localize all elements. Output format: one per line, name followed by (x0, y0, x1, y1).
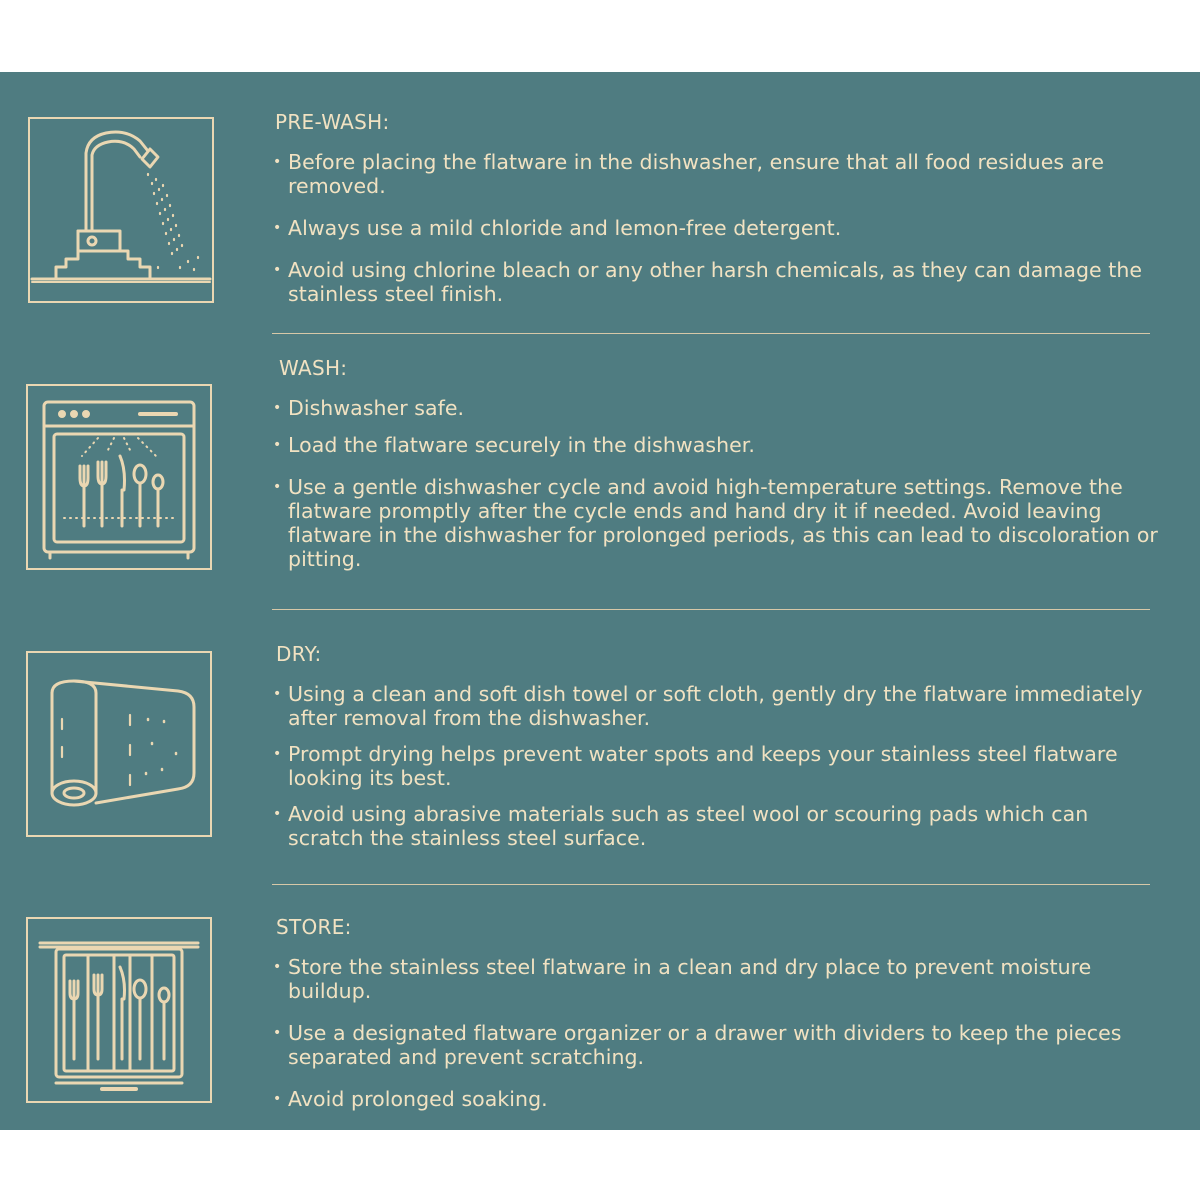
store-icon-frame (26, 917, 212, 1103)
wash-section (272, 356, 1162, 589)
dry-bullet: • Avoid using abrasive materials such as steel wool or scouring pads which can scratch the stainless steel surface. (272, 802, 1162, 850)
store-bullet: • Use a designated flatware organizer or a drawer with dividers to keep the pieces separated and prevent scratching. (272, 1021, 1162, 1069)
prewash-icon-frame (28, 117, 214, 303)
wash-icon-frame (26, 384, 212, 570)
dishwasher-icon (28, 386, 210, 568)
dry-section (272, 642, 1162, 868)
dry-heading: DRY: (276, 642, 322, 666)
prewash-heading: PRE-WASH: (275, 110, 390, 134)
prewash-bullet: • Avoid using chlorine bleach or any other harsh chemicals, as they can damage the stainless steel finish. (272, 258, 1162, 306)
dry-icon-frame (26, 651, 212, 837)
prewash-section (272, 110, 1162, 324)
prewash-bullet: • Always use a mild chloride and lemon-free detergent. (272, 216, 1162, 240)
store-bullet: • Store the stainless steel flatware in a clean and dry place to prevent moisture buildup. (272, 955, 1162, 1003)
store-bullet: • Avoid prolonged soaking. (272, 1087, 1162, 1111)
care-instructions-panel (0, 72, 1200, 1130)
wash-bullet: • Load the flatware securely in the dishwasher. (272, 433, 1162, 457)
flatware-drawer-icon (28, 919, 210, 1101)
wash-bullet: • Use a gentle dishwasher cycle and avoid high-temperature settings. Remove the flatware promptly after the cycle ends and hand dry it if needed. Avoid leaving flatware in the dishwasher for prolonged periods, as this can lead to discoloration or pitting. (272, 475, 1162, 571)
store-section (272, 915, 1162, 1129)
towel-roll-icon (28, 653, 210, 835)
dry-bullet: • Prompt drying helps prevent water spots and keeps your stainless steel flatware looking its best. (272, 742, 1162, 790)
section-divider (272, 333, 1150, 334)
wash-bullet: • Dishwasher safe. (272, 396, 1162, 420)
section-divider (272, 609, 1150, 610)
store-heading: STORE: (276, 915, 352, 939)
section-divider (272, 884, 1150, 885)
prewash-bullet: • Before placing the flatware in the dishwasher, ensure that all food residues are removed. (272, 150, 1162, 198)
dry-bullet: • Using a clean and soft dish towel or soft cloth, gently dry the flatware immediately after removal from the dishwasher. (272, 682, 1162, 730)
faucet-icon (30, 119, 212, 301)
wash-heading: WASH: (279, 356, 348, 380)
